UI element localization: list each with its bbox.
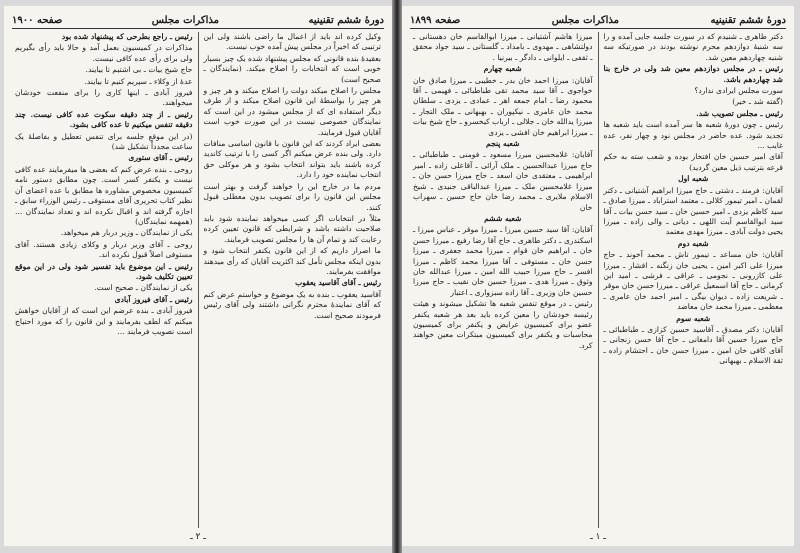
paragraph: آقایان: میرزا احمد خان بدر ـ خطیبی ـ میرزا صادق خان خواجوی ـ آقا سید محمد تقی طباطبائی ـ فهیمی ـ آقا محمود رضا ـ امام جمعه اهر ـ عمادی ـ یزدی ـ سلطان محمد خان عامری ـ نیکپوران ـ بهبهانی ـ ملک التجار ـ میرزا یدالله خان ـ جلالی ـ ارباب کیخسرو ـ حاج شیخ بیات ـ میرزا ابراهیم خان افشی ـ یزدی [413, 75, 593, 137]
column-divider [598, 32, 599, 528]
paragraph: مثلاً در انتخابات اگر کسی میخواهد نماینده شود باید صلاحیت داشته باشد و شرایطی که قانون تعیین کرده رعایت کند و تمام آن ها را مجلس تصویب فرمایند. [203, 213, 381, 244]
right-page-columns [410, 32, 786, 528]
left-page [4, 6, 392, 546]
right-header-title: مذاکرات مجلس [551, 14, 620, 26]
paragraph: دکتر طاهری ـ شنیدم که در سورت جلسه جایی آمده و را سه شنبهٔ دوازدهم محرم نوشته بودند در صورتیکه سه شنبه چهاردهم معین شد. [603, 32, 783, 62]
paragraph: آقایان: آقا سید حسین میرزا ـ میرزا موقر ـ عباس میرزا ـ اسکندری ـ دکتر طاهری ـ حاج آقا رضا رفیع ـ میرزا حسن خان ـ ابراهیم خان قوام ـ میرزا محمد جعفری ـ میرزا حسن خان ـ مستوفی ـ آقا میرزا محمد کاظم ـ میرزا افسر ـ حاج میرزا حبیب الله امین ـ میرزا عبدالله خان وثوق ـ میرزا هدی ـ میرزا حسین خان نقیب ـ حاج میرزا حسین خان وزیری ـ آقا زاده سبزواری ـ اعتبار [413, 225, 593, 297]
speaker-line: رئیس ـ آقای ستوری [128, 153, 193, 163]
left-page-column-right [201, 32, 385, 528]
column-divider [198, 32, 199, 528]
paragraph: یکی از نمایندگان ـ صحیح است. [94, 283, 193, 293]
book-gutter [392, 0, 402, 553]
paragraph: مذاکرات در کمیسیون بعمل آمد و حالا باید رأی بگیریم ولی برای رأی عده کافی نیست. [15, 43, 193, 63]
left-header-page-number: صفحه ۱۹۰۰ [12, 14, 63, 26]
section-heading: شعبه اول [678, 174, 709, 184]
paragraph: روحی ـ بنده عرض کنم که بعضی ها میفرمایند عده کافی نیست و یکنفر کسر است. چون مطابق دستور نامه کمیسیون مخصوص مشاوره ها مطابق با عده اعضای آن نظیر کتاب تحریری آقای مستوفی ـ رئیس الوزراء سابق ـ اجازه گرفته اند و اقبال نکرده اند و تعداد نمایندگان ... (همهمه نمایندگان) [15, 164, 193, 226]
paragraph: آقاسید یعقوب ـ بنده به یک موضوع و خواستم عرض کنم که آقای نمایندهٔ محترم نگرانی داشتند ولی آقای رئیس فرمودند صحیح است. [203, 289, 381, 320]
right-header-session: دورهٔ ششم تقنینیه [710, 14, 786, 26]
paragraph: (گفته شد ـ خیر) [732, 97, 783, 107]
speaker-line: رئیس ـ از چند دقیقه سکوت عده کافی نیست. چند دقیقه تنفس میکنیم تا عده کافی بشود. [15, 109, 193, 130]
left-page-header [12, 12, 384, 29]
speaker-line: رئیس ـ آقای آقاسید یعقوب [295, 278, 381, 288]
left-header-session: دورهٔ ششم تقنینیه [308, 14, 384, 26]
paragraph: آقایان: فرمند ـ دشتی ـ حاج میرزا ابراهیم آشتیانی ـ دکتر لقمان ـ امیر تیمور کلالی ـ معتمد استراباد ـ میرزا صادق ـ سید کاظم یزدی ـ امیر حسین خان ـ سید حسن بیات ـ آقا سید ابوالقاسم آیت اللهی ـ دیانی ـ والی زاده ـ میرزا یحیی دولت آبادی ـ میرزا مهدی معتمد [603, 185, 783, 237]
right-page-footer: ـ ۱ ـ [590, 532, 606, 542]
paragraph: روحی ـ آقای وزیر دربار و وکلای زیادی هستند. آقای مستوفی اصلاً قبول نکرده اند. [15, 239, 193, 260]
paragraph: بعقیدهٔ بنده قانونی که مجلس پیشنهاد شده یک چیز بسیار خوبی است که انتخابات را اصلاح میکند. (نمایندگان ـ صحیح است) [203, 53, 381, 84]
section-heading: شعبه چهارم [483, 64, 522, 74]
right-page-column-left [410, 32, 596, 528]
left-page-column-left [12, 32, 196, 528]
paragraph: حاج شیخ بیات ـ بی اشتیم تا بیایند. [85, 65, 193, 75]
paragraph: رئیس ـ در موقع تنفس شعبه ها تشکیل میشوند و هیئت رئیسه خودشان را معین کرده باید بعد هر شعبه یکنفر عضو برای کمیسیون عرایض و یکنفر برای کمیسیون محاسبات و یکنفر برای کمیسیون مبتکرات معین خواهند کرد. [413, 299, 593, 350]
paragraph: یکی از نمایندگان ـ وزیر دربار هم میخواهد. [60, 228, 193, 238]
paragraph: آقایان: دکتر مصدق ـ آقاسید حسین کزازی ـ طباطبائی ـ حاج میرزا حسین آقا دامغانی ـ حاج آقا حسن زنجانی ـ آقای کافی خان امین ـ میرزا حسن خان ـ احتشام زاده ـ ثقة الاسلام ـ بهبهانی [603, 324, 783, 366]
paragraph: ما اصرار داریم که از این قانون یکنفر انتخاب شود و بدون اینکه مجلس تأمل کند اکثریت آقایان که رأی میدهند موافقت بفرمایند. [203, 246, 381, 276]
paragraph: آقای امیر حسین خان افتخار بوده و شعب سته به حکم قرعه بترتیب ذیل معین گردید) [603, 152, 783, 172]
right-header-page-number: صفحه ۱۸۹۹ [410, 14, 461, 26]
paragraph: عدهٔ از وکلاء ـ سپریم کنیم تا بیایند. [84, 76, 193, 86]
paragraph: بعضی ایراد کردند که این قانون با قانون اساسی منافات دارد. ولی بنده عرض میکنم اگر کسی را با ترتیب کاندید کرده باشند باید بتواند انتخاب بشود و هر موکلی حق انتخاب نماینده خود را دارد. [203, 139, 381, 180]
left-header-title: مذاکرات مجلس [151, 14, 220, 26]
paragraph: رئیس ـ چون دورهٔ شعبه ها سر آمده است باید شعبه ها تجدید شود. عده حاضر در مجلس نود و چهار نفر، عده غایب ... [603, 120, 783, 151]
speaker-line: رئیس ـ آقای فیروز آبادی [114, 294, 193, 304]
paragraph: فیروز آبادی ـ اینها کاری را برای منفعت خودشان میخواهند. [15, 88, 193, 108]
paragraph: آقایان: غلامحسین میرزا مسعود ـ فومنی ـ طباطبائی ـ حاج میرزا عبدالحسین ـ ملک آرائی ـ آقاعلی زاده ـ امیر ابراهیمی ـ معتقدی خان اسعد ـ حاج میرزا حسن خان ـ میرزا غلامحسین ملک ـ میرزا عبدالباقی جنیدی ـ شیخ الاسلام ملایری ـ محمد رضا خان حاج حسین ـ سهراب خان [413, 150, 593, 212]
paragraph: (در این موقع جلسه برای تنفس تعطیل و بفاصلهٔ یک ساعت مجدداً تشکیل شد) [15, 131, 193, 152]
paragraph: وکیل کرده اند باید از اعمال ما راضی باشند ولی این ترتیبی که اخیراً در مجلس پیش آمده خوب نیست. [203, 32, 381, 52]
right-page [402, 6, 794, 546]
speaker-line: رئیس ـ در مجلس دوازدهم معین شد ولی در خارج بنا شد چهاردهم باشد. [603, 64, 783, 84]
right-page-column-right [601, 32, 787, 528]
paragraph: فیروز آبادی ـ بنده عرضم این است که از آقایان خواهش میکنم که لطف بفرمایند و این قانون را که مورد احتیاج است تصویب فرمایند ... [15, 306, 193, 336]
speaker-line: رئیس ـ مجلس تصویب شد. [696, 108, 783, 118]
section-heading: شعبه سوم [676, 313, 711, 323]
paragraph: میرزا هاشم آشتیانی ـ میرزا ابوالقاسم خان دهستانی ـ دولتشاهی ـ مهدوی ـ بامداد ـ گلستانی ـ سید جواد محقق ـ ثقفی ـ ایلوانی ـ دادگر ـ بیرنیا . [413, 32, 593, 62]
section-heading: شعبه پنجم [486, 139, 520, 149]
speaker-line: رئیس ـ راجع بطرحی که پیشنهاد شده بود [61, 32, 193, 41]
paragraph: آقایان: خان مساعد ـ تیمور تاش ـ محمد آخوند ـ حاج میرزا علی اکبر امین ـ یحیی خان زنگنه ـ افشار ـ میرزا علی کازرونی ـ نجومی ـ عراقی ـ فرشی ـ امید ابن کرمانی ـ حاج آقا اسمعیل عراقی ـ میرزا حسن خان موقر ـ شریعت زاده ـ دیوان بیگی ـ امیر احمد خان عامری ـ معظمی ـ میرزا محمد خان معاضد [603, 250, 783, 312]
right-page-header [410, 12, 786, 29]
speaker-line: رئیس ـ این موضوع باید تفسیر شود ولی در این موقع تعیین تکلیف شود. [15, 261, 193, 281]
section-heading: شعبه دوم [677, 238, 709, 248]
left-page-columns [12, 32, 384, 528]
paragraph: مردم ما در خارج این را خواهند گرفت و بهتر است مجلس این قانون را برای تصویب بدون معطلی قبول کنند. [203, 181, 381, 212]
left-page-footer: ـ ۲ ـ [190, 532, 206, 542]
paragraph: سورت مجلس ایرادی ندارد؟ [694, 86, 783, 96]
paragraph: مجلس را اصلاح میکند دولت را اصلاح میکند و هر چیز و هر چیز را بواسطهٔ این قانون اصلاح میکند و از طرف دیگر استفاده ای که از مجلس میشود در این است که نمایندگان خصوصی نیست در این صورت خوب است آقایان قبول فرمایند. [203, 86, 381, 137]
section-heading: شعبه ششم [484, 213, 522, 223]
